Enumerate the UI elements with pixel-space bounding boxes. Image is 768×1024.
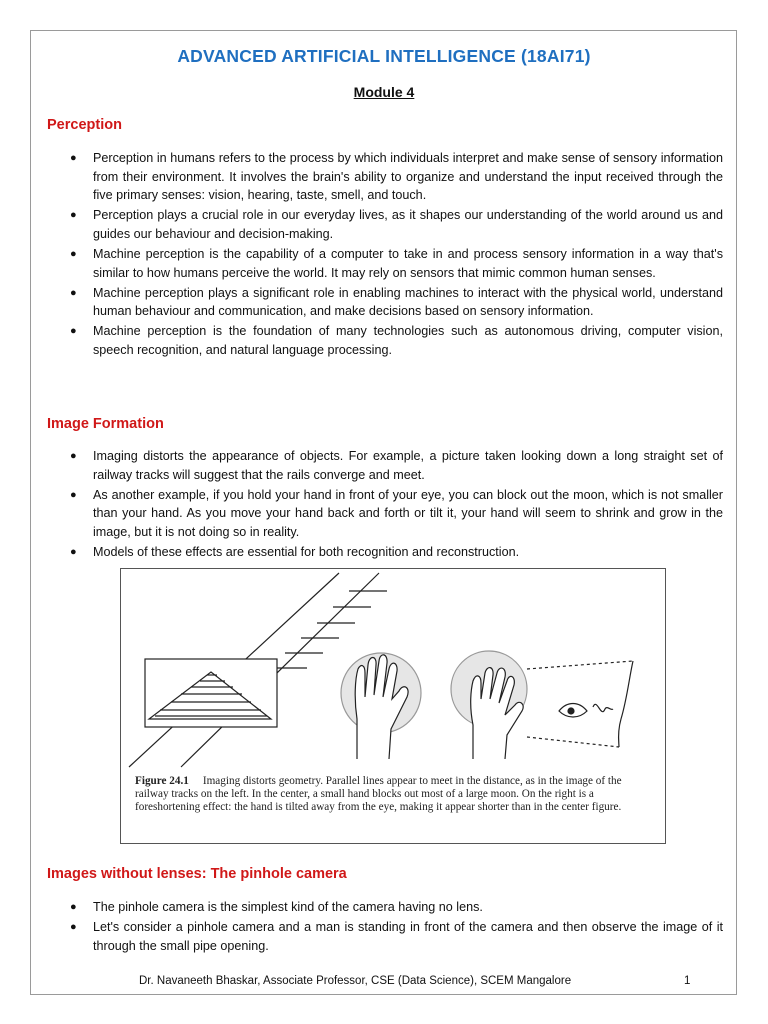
section-heading-pinhole-camera: Images without lenses: The pinhole camera [47,866,347,882]
page-number: 1 [684,975,691,987]
bullet-icon: ● [70,152,77,164]
module-label: Module 4 [353,84,415,100]
footer-author: Dr. Navaneeth Bhaskar, Associate Professor, CSE (Data Science), SCEM Mangalore [139,975,572,987]
figure-caption-text: Imaging distorts geometry. Parallel lines appear to meet in the distance, as in the image of the railway tracks on the left. In the center, a small hand blocks out most of a large moon. On the right is a foreshortening effect: the hand is tilted away from the eye, making it appear shorter than in the center figure. [135,775,622,814]
list-item [47,245,723,282]
bullet-text: Machine perception is the foundation of many technologies such as autonomous driving, computer vision, speech recognition, and natural language processing. [93,324,723,357]
list-item [47,486,723,542]
figure-caption [135,775,650,815]
bullet-text: Machine perception is the capability of a computer to take in and process sensory information in a way that's similar to how humans perceive the world. It may rely on sensors that mimic common human senses. [93,246,723,280]
figure-number: Figure 24.1 [135,775,189,787]
bullet-text: Models of these effects are essential for both recognition and reconstruction. [93,544,520,559]
list-item [47,149,723,205]
figure-illustration [121,569,665,769]
bullet-icon: ● [70,247,77,260]
bullet-icon: ● [70,209,77,222]
bullet-icon: ● [70,286,77,299]
list-item [47,206,723,243]
list-item [47,898,723,917]
list-item [47,322,723,359]
bullet-icon: ● [70,921,77,934]
bullet-text: Imaging distorts the appearance of objects. For example, a picture taken looking down a long straight set of railway tracks will suggest that the rails converge and meet. [93,449,723,482]
pinhole-bullet-list [47,898,723,957]
document-title: ADVANCED ARTIFICIAL INTELLIGENCE (18AI71) [177,46,591,66]
bullet-text: Let's consider a pinhole camera and a man is standing in front of the camera and then observe the image of it through the small pipe opening. [93,920,723,953]
bullet-icon: ● [70,545,77,558]
bullet-icon: ● [70,325,77,338]
section-heading-image-formation: Image Formation [47,416,164,432]
bullet-text: Machine perception plays a significant role in enabling machines to interact with the physical world, understand human behaviour and communication, and make decisions based on sensory information. [93,285,723,319]
bullet-icon: ● [70,450,77,462]
figure-imaging-distortion [120,568,666,844]
bullet-text: As another example, if you hold your hand in front of your eye, you can block out the moon, which is not smaller than your hand. As you move your hand back and forth or tilt it, your hand will seem to shrink and grow in the image, but it is not doing so in reality. [93,487,723,539]
section-heading-perception: Perception [47,117,122,133]
list-item [47,284,723,321]
bullet-text: Perception in humans refers to the process by which individuals interpret and make sense of sensory information from their environment. It involves the brain's ability to organize and understand the input received through the five primary senses: vision, hearing, taste, smell, and touch. [93,151,723,203]
bullet-text: Perception plays a crucial role in our everyday lives, as it shapes our understanding of the world around us and guides our behaviour and decision-making. [93,208,723,241]
bullet-text: The pinhole camera is the simplest kind of the camera having no lens. [93,900,483,914]
bullet-icon: ● [70,488,77,501]
perception-bullet-list [47,149,723,361]
head-outline [619,661,634,747]
list-item [47,447,723,484]
bullet-icon: ● [70,901,77,913]
list-item [47,918,723,955]
list-item [47,543,723,562]
image-formation-bullet-list [47,447,723,563]
